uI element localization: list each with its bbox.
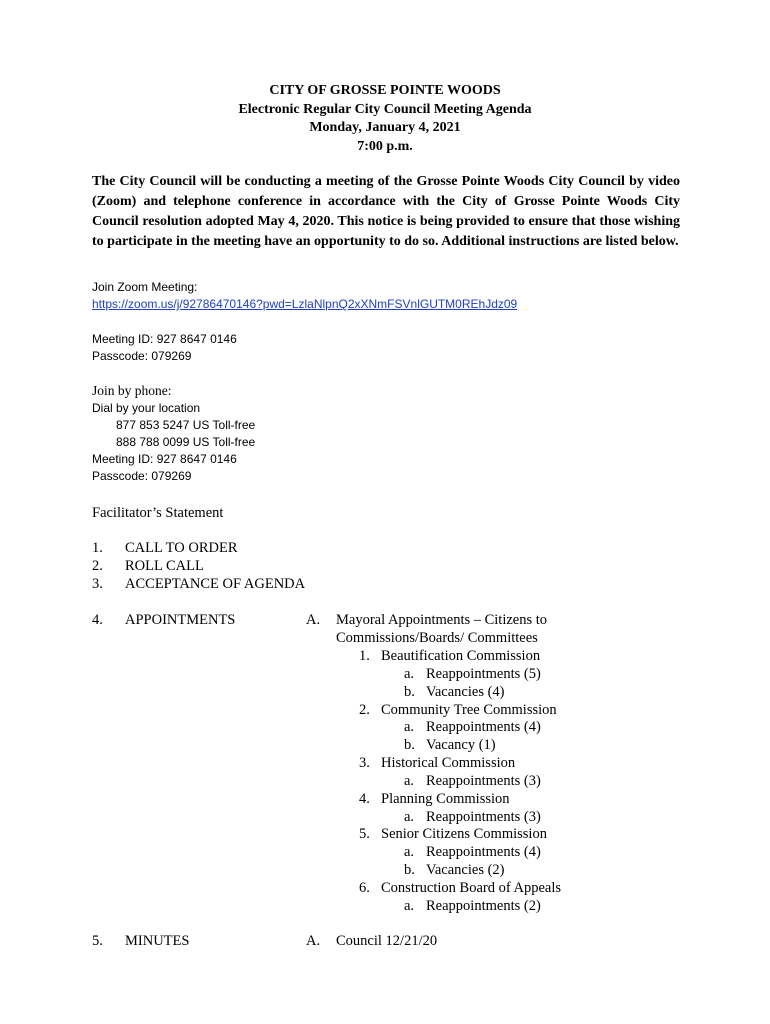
- agenda-item-number: 5.: [92, 933, 103, 949]
- agenda-item-number: 2.: [92, 558, 103, 574]
- commission-name: Community Tree Commission: [381, 702, 557, 718]
- zoom-meeting-id: Meeting ID: 927 8647 0146: [92, 332, 237, 346]
- commission-name: Beautification Commission: [381, 648, 541, 664]
- city-name: CITY OF GROSSE POINTE WOODS: [269, 83, 501, 98]
- phone-join-label: Join by phone:: [92, 383, 172, 398]
- commission-sub-letter: a.: [404, 666, 415, 682]
- commission-number: 6.: [359, 880, 370, 896]
- phone-number-1: 877 853 5247 US Toll-free: [116, 418, 256, 432]
- minutes-subitem-text: Council 12/21/20: [336, 933, 438, 949]
- meeting-date: Monday, January 4, 2021: [309, 120, 461, 135]
- agenda-item-number: 4.: [92, 612, 103, 628]
- commission-sub-letter: a.: [404, 898, 415, 914]
- phone-number-2: 888 788 0099 US Toll-free: [116, 435, 256, 449]
- appointments-title-line2: Commissions/Boards/ Committees: [336, 630, 538, 646]
- commission-sub-text: Reappointments (4): [426, 719, 541, 735]
- meeting-time: 7:00 p.m.: [357, 138, 413, 154]
- commission-name: Senior Citizens Commission: [381, 826, 547, 842]
- agenda-item-number: 1.: [92, 540, 103, 556]
- appointments-title-line1: Mayoral Appointments – Citizens to: [336, 612, 548, 628]
- zoom-link[interactable]: https://zoom.us/j/92786470146?pwd=LzlaNlpnQ2xXNmFSVnlGUTM0REhJdz09: [92, 297, 518, 311]
- commission-sub-text: Reappointments (3): [426, 773, 541, 789]
- commission-name: Historical Commission: [381, 755, 516, 771]
- commission-sub-text: Reappointments (4): [426, 844, 541, 860]
- phone-passcode: Passcode: 079269: [92, 469, 192, 483]
- minutes-subitem-letter: A.: [306, 933, 321, 949]
- meeting-title: Electronic Regular City Council Meeting Agenda: [238, 101, 532, 117]
- commission-sub-letter: b.: [404, 684, 415, 700]
- intro-paragraph: The City Council will be conducting a meeting of the Grosse Pointe Woods City Council by video (Zoom) and telephone conference in accordance with the City of Grosse Pointe Woods City Council resolution adopted May 4, 2020. This notice is being provided to ensure that those wishing to participate in the meeting have an opportunity to do so. Additional instructions are listed below.: [92, 174, 680, 249]
- agenda-item-label: MINUTES: [125, 933, 190, 949]
- commission-number: 4.: [359, 791, 370, 807]
- commission-sub-letter: b.: [404, 737, 415, 753]
- commission-number: 2.: [359, 702, 370, 718]
- commission-sub-letter: a.: [404, 844, 415, 860]
- commission-name: Planning Commission: [381, 791, 510, 807]
- commission-sub-text: Vacancy (1): [426, 737, 496, 753]
- commission-name: Construction Board of Appeals: [381, 880, 562, 896]
- commission-sub-text: Reappointments (2): [426, 898, 541, 914]
- commission-number: 3.: [359, 755, 370, 771]
- commission-sub-letter: a.: [404, 773, 415, 789]
- commission-sub-letter: a.: [404, 719, 415, 735]
- commission-sub-text: Reappointments (3): [426, 809, 541, 825]
- commission-sub-text: Reappointments (5): [426, 666, 541, 682]
- agenda-header: [0, 82, 770, 156]
- commission-sub-letter: b.: [404, 862, 415, 878]
- facilitator-statement: Facilitator’s Statement: [92, 505, 224, 521]
- agenda-item-label: APPOINTMENTS: [125, 612, 236, 628]
- agenda-item-label: CALL TO ORDER: [125, 540, 238, 556]
- zoom-passcode: Passcode: 079269: [92, 349, 192, 363]
- commission-sub-letter: a.: [404, 809, 415, 825]
- zoom-join-label: Join Zoom Meeting:: [92, 280, 198, 294]
- commission-number: 1.: [359, 648, 370, 664]
- agenda-item-label: ROLL CALL: [125, 558, 204, 574]
- commission-sub-text: Vacancies (4): [426, 684, 505, 700]
- phone-meeting-id: Meeting ID: 927 8647 0146: [92, 452, 237, 466]
- commission-sub-text: Vacancies (2): [426, 862, 505, 878]
- agenda-item-number: 3.: [92, 576, 103, 592]
- phone-dial-label: Dial by your location: [92, 401, 201, 415]
- appointments-subitem-letter: A.: [306, 612, 321, 628]
- agenda-item-label: ACCEPTANCE OF AGENDA: [125, 576, 306, 592]
- commission-number: 5.: [359, 826, 370, 842]
